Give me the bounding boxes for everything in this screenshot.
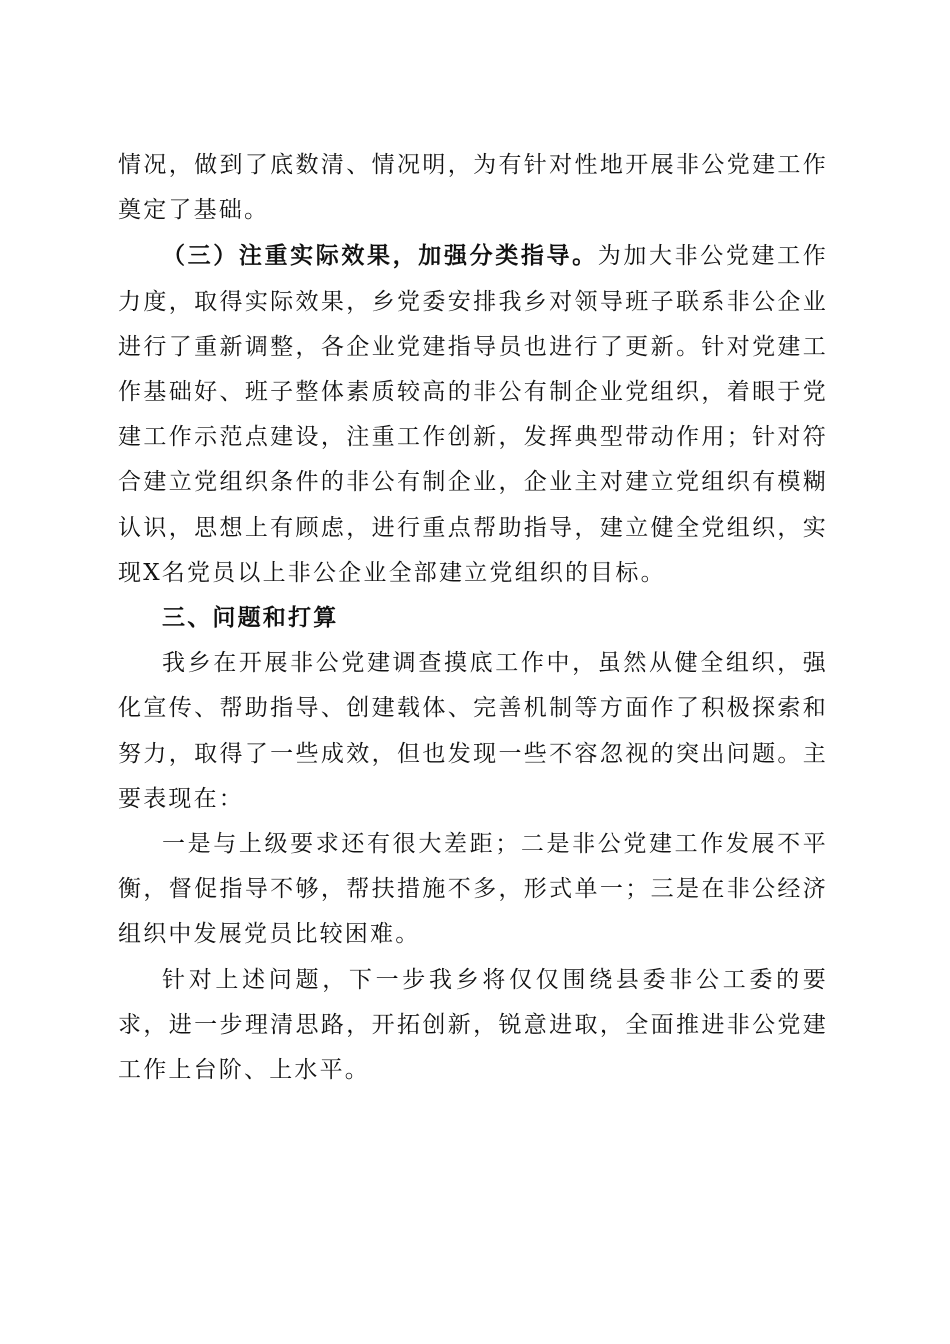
paragraph-continuation: 情况，做到了底数清、情况明，为有针对性地开展非公党建工作奠定了基础。 [118, 152, 828, 224]
paragraph-problems-list: 一是与上级要求还有很大差距；二是非公党建工作发展不平衡，督促指导不够，帮扶措施不多，形式单一；三是在非公经济组织中发展党员比较困难。 [118, 831, 828, 948]
section-heading: 三、问题和打算 [162, 605, 339, 632]
paragraph-section-three-item [118, 233, 828, 596]
paragraph-problems-intro: 我乡在开展非公党建调查摸底工作中，虽然从健全组织，强化宣传、帮助指导、创建载体、完善机制等方面作了积极探索和努力，取得了一些成效，但也发现一些不容忽视的突出问题。主要表现在： [118, 650, 828, 812]
paragraph-bold-lead: （三）注重实际效果，加强分类指导。 [162, 242, 598, 270]
paragraph-next-steps: 针对上述问题，下一步我乡将仅仅围绕县委非公工委的要求，进一步理清思路，开拓创新，锐意进取，全面推进非公党建工作上台阶、上水平。 [118, 966, 828, 1084]
document-body [118, 143, 828, 1093]
paragraph-body-text: 为加大非公党建工作力度，取得实际效果，乡党委安排我乡对领导班子联系非公企业进行了重新调整，各企业党建指导员也进行了更新。针对党建工作基础好、班子整体素质较高的非公有制企业党组织，着眼于党建工作示范点建设，注重工作创新，发挥典型带动作用；针对符合建立党组织条件的非公有制企业，企业主对建立党组织有模糊认识，思想上有顾虑，进行重点帮助指导，建立健全党组织，实现X名党员以上非公企业全部建立党组织的目标。 [118, 243, 828, 586]
